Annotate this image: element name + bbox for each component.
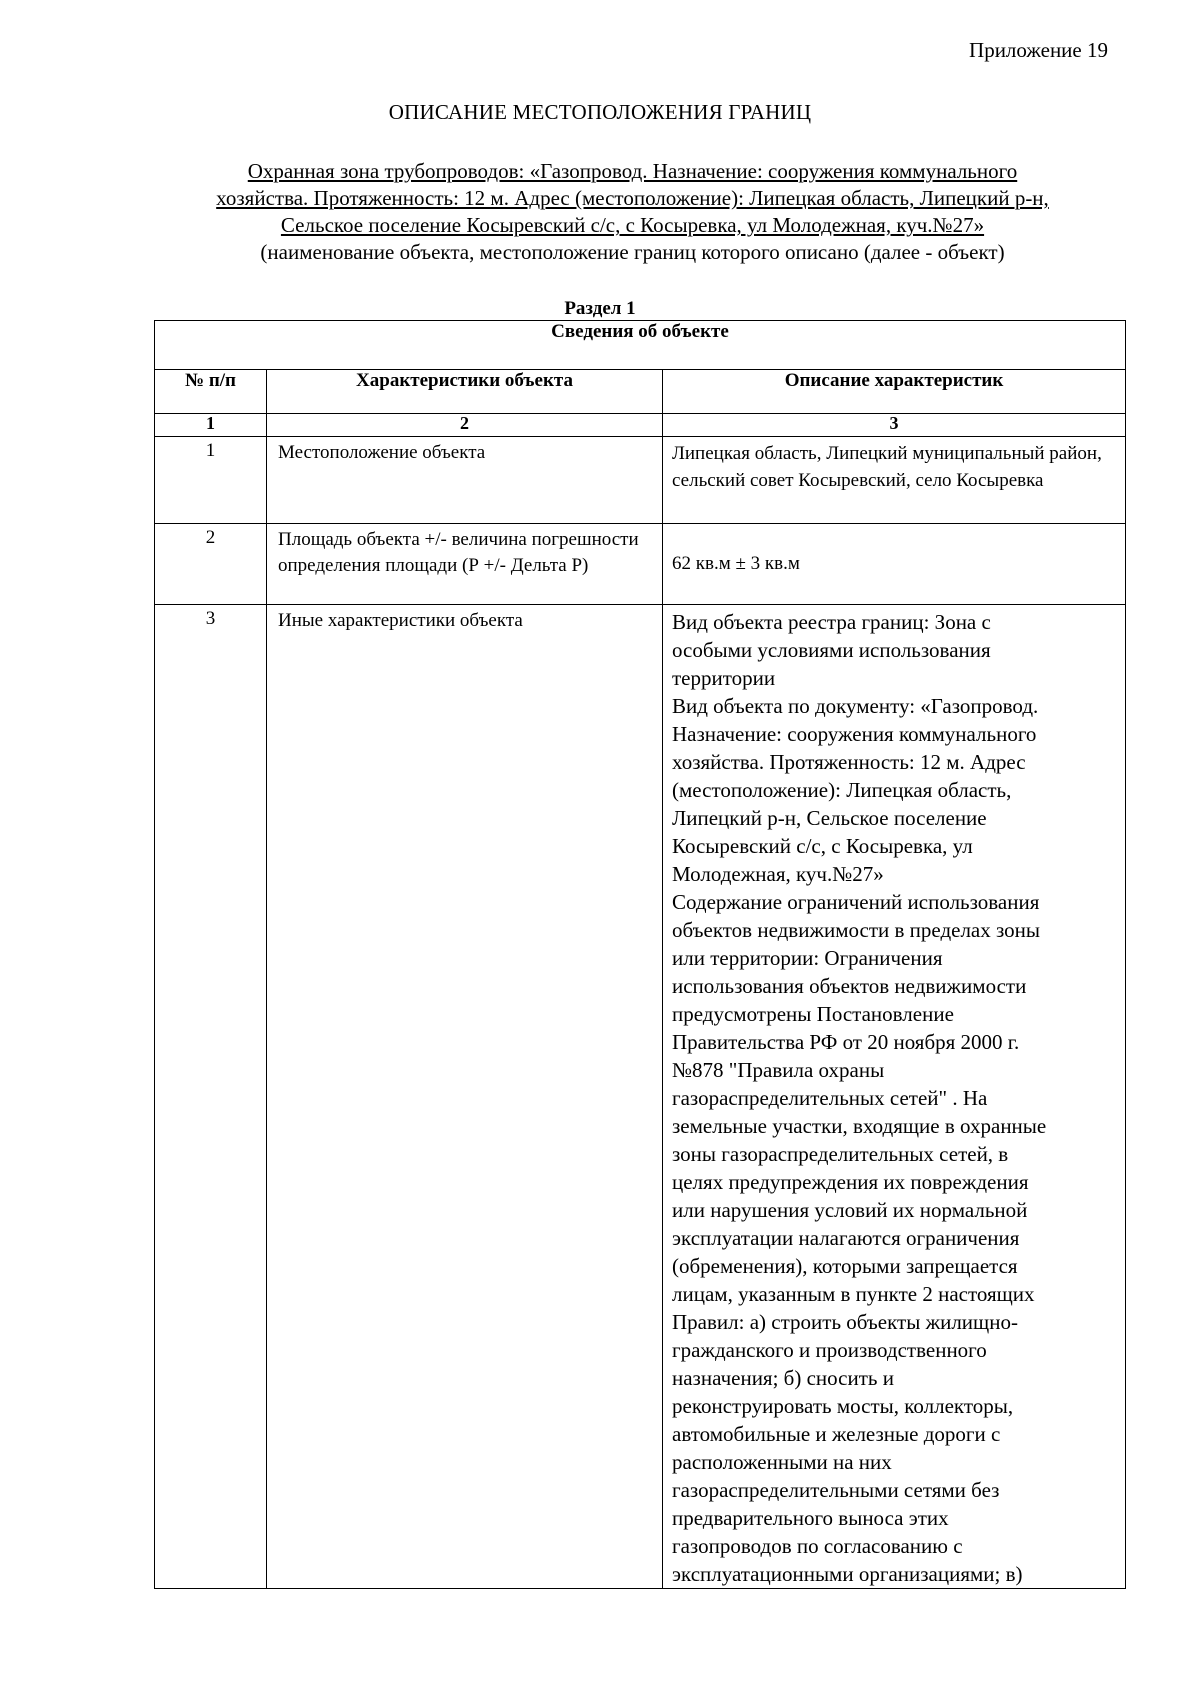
description-line: газораспределительных сетей" . На [672, 1086, 988, 1110]
description-line: использования объектов недвижимости [672, 974, 1027, 998]
description-line: реконструировать мосты, коллекторы, [672, 1394, 1014, 1418]
object-name-line-1: Охранная зона трубопроводов: «Газопровод. Назначение: сооружения коммунального [247, 159, 1018, 183]
row-description: 62 кв.м ± 3 кв.м [663, 524, 1126, 605]
table-row [155, 437, 1126, 524]
description-line: Вид объекта по документу: «Газопровод. [672, 694, 1039, 718]
row-characteristic: Иные характеристики объекта [267, 605, 663, 1589]
description-line: предварительного выноса этих [672, 1506, 949, 1530]
description-line: (обременения), которыми запрещается [672, 1254, 1018, 1278]
description-line: Косыревский с/с, с Косыревка, ул [672, 834, 973, 858]
document-title: ОПИСАНИЕ МЕСТОПОЛОЖЕНИЯ ГРАНИЦ [388, 100, 812, 124]
description-line: гражданского и производственного [672, 1338, 987, 1362]
description-line: зоны газораспределительных сетей, в [672, 1142, 1009, 1166]
description-line: Молодежная, куч.№27» [672, 862, 884, 886]
description-line: Липецкий р-н, Сельское поселение [672, 806, 987, 830]
description-line: целях предупреждения их повреждения [672, 1170, 1029, 1194]
description-line: Содержание ограничений использования [672, 890, 1040, 914]
description-line: (местоположение): Липецкая область, [672, 778, 1012, 802]
description-line: территории [672, 666, 776, 690]
description-line: особыми условиями использования [672, 638, 991, 662]
description-line: объектов недвижимости в пределах зоны [672, 918, 1041, 942]
column-number-3: 3 [663, 414, 1126, 437]
description-line: расположенными на них [672, 1450, 892, 1474]
column-header-characteristic: Характеристики объекта [267, 370, 663, 414]
description-line: Назначение: сооружения коммунального [672, 722, 1037, 746]
column-number-row [155, 414, 1126, 437]
row-description: Липецкая область, Липецкий муниципальный район, сельский совет Косыревский, село Косыревка [663, 437, 1126, 524]
description-line: Правил: а) строить объекты жилищно- [672, 1310, 1018, 1334]
description-line: или территории: Ограничения [672, 946, 943, 970]
row-num: 1 [155, 437, 267, 524]
section-title: Раздел 1 [564, 298, 636, 319]
row-num: 2 [155, 524, 267, 605]
description-line: земельные участки, входящие в охранные [672, 1114, 1047, 1138]
description-line: хозяйства. Протяженность: 12 м. Адрес [672, 750, 1026, 774]
description-line: или нарушения условий их нормальной [672, 1198, 1028, 1222]
table-title-row [155, 321, 1126, 370]
description-line: предусмотрены Постановление [672, 1002, 954, 1026]
table-title: Сведения об объекте [155, 321, 1126, 370]
object-caption: (наименование объекта, местоположение границ которого описано (далее - объект) [260, 240, 1005, 264]
column-header-num: № п/п [155, 370, 267, 414]
description-line: назначения; б) сносить и [672, 1366, 894, 1390]
object-name-block [140, 158, 1125, 266]
object-name-line-3: Сельское поселение Косыревский с/с, с Косыревка, ул Молодежная, куч.№27» [280, 213, 985, 237]
object-name-line-2: хозяйства. Протяженность: 12 м. Адрес (местоположение): Липецкая область, Липецкий р-н, [216, 186, 1049, 210]
column-header-row [155, 370, 1126, 414]
table-row [155, 524, 1126, 605]
description-line: №878 "Правила охраны [672, 1058, 885, 1082]
description-line: эксплуатационными организациями; в) [672, 1562, 1023, 1586]
table-row [155, 605, 1126, 1589]
column-number-1: 1 [155, 414, 267, 437]
description-line: газораспределительными сетями без [672, 1478, 1000, 1502]
description-line: автомобильные и железные дороги с [672, 1422, 1001, 1446]
description-line: Правительства РФ от 20 ноября 2000 г. [672, 1030, 1020, 1054]
appendix-label: Приложение 19 [969, 38, 1108, 62]
row-characteristic: Площадь объекта +/- величина погрешности определения площади (Р +/- Дельта Р) [267, 524, 663, 605]
description-line: газопроводов по согласованию с [672, 1534, 963, 1558]
row-description-lines [663, 605, 1126, 1589]
column-number-2: 2 [267, 414, 663, 437]
row-characteristic: Местоположение объекта [267, 437, 663, 524]
description-line: эксплуатации налагаются ограничения [672, 1226, 1020, 1250]
column-header-description: Описание характеристик [663, 370, 1126, 414]
description-line: Вид объекта реестра границ: Зона с [672, 610, 991, 634]
description-line: лицам, указанным в пункте 2 настоящих [672, 1282, 1035, 1306]
object-info-table [154, 320, 1126, 1589]
row-num: 3 [155, 605, 267, 1589]
